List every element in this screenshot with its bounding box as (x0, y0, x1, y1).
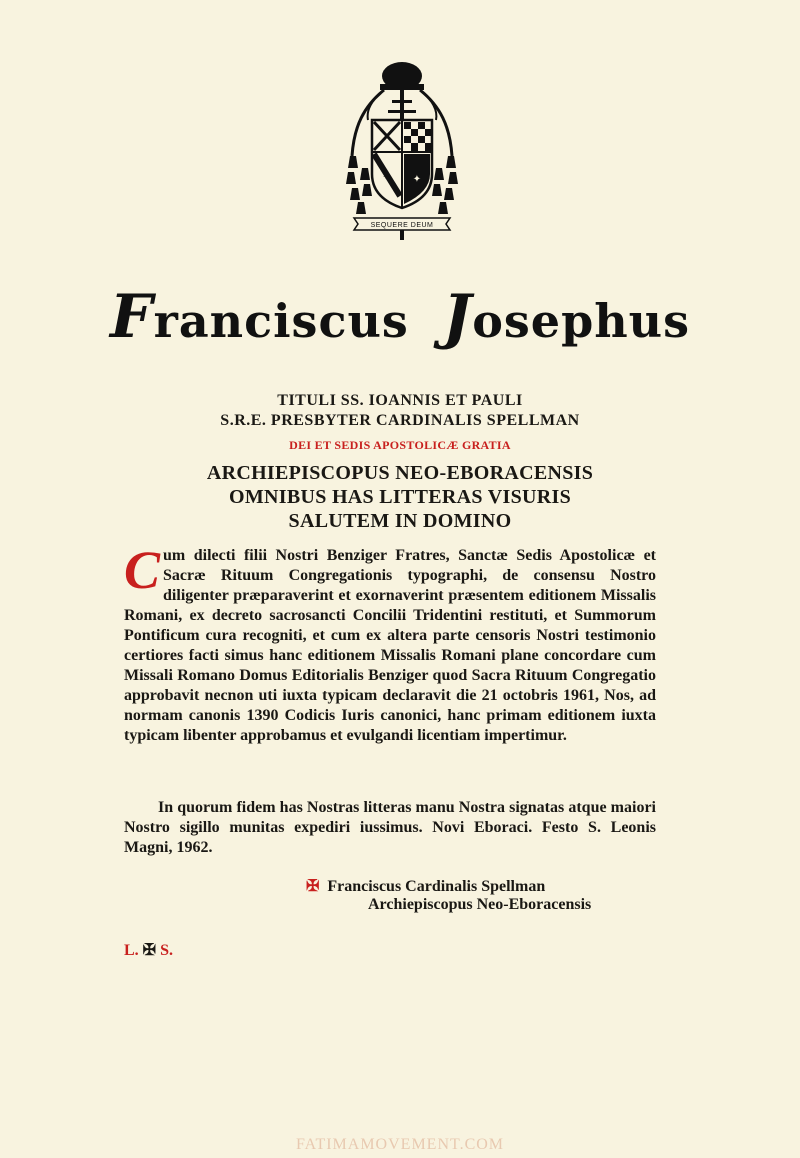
signature-line (306, 876, 545, 896)
decree-paragraph-2: In quorum fidem has Nostras litteras manu Nostra signatas atque maiori Nostro sigillo munitas expediri iussimus. Novi Eboraci. Festo S. Leonis Magni, 1962. (124, 799, 656, 856)
page-title (0, 282, 800, 352)
red-cross-icon: ✠ (306, 878, 320, 895)
svg-text:+: + (383, 172, 389, 183)
paragraph-1-text: um dilecti filii Nostri Benziger Fratres, Sanctæ Sedis Apostolicæ et Sacræ Rituum Congregationis typographi, de consensu Nostro diligenter præparaverint et exornaverint præsentem editionem Missalis Romani, ex decreto sacrosancti Concilii Tridentini restituti, et Summorum Pontificum cura recogniti, et cum ex altera parte censoris Nostri testimonio certiores facti simus hanc editionem Missalis Romani plane concordare cum Missali Romano Domus Editorialis Benziger quod Sacra Rituum Congregatio approbavit necnon uti iuxta typicam declaravit die 21 octobris 1961, Nos, ad normam canonis 1390 Codicis Iuris canonici, hanc primam editionem iuxta typicam libenter approbamus et evulgandi licentiam impertimur. (124, 547, 656, 744)
header-line-3: DEI ET SEDIS APOSTOLICÆ GRATIA (289, 438, 511, 452)
title-rest-franciscus: ranciscus (153, 294, 409, 348)
locus-sigilli (124, 940, 173, 960)
header-line-2: S.R.E. PRESBYTER CARDINALIS SPELLMAN (220, 412, 580, 429)
locus-l: L. (124, 942, 139, 959)
decree-paragraph-1 (124, 540, 656, 746)
drop-cap: C (124, 540, 161, 600)
signature-office: Archiepiscopus Neo-Eboracensis (368, 896, 592, 913)
header-line-6: SALUTEM IN DOMINO (288, 510, 512, 532)
title-initial-f: F (109, 282, 154, 352)
svg-text:✦: ✦ (412, 174, 422, 185)
watermark: FATIMAMOVEMENT.COM (295, 1136, 505, 1153)
motto-text: SEQUERE DEUM (370, 222, 434, 229)
title-rest-josephus: osephus (472, 294, 691, 348)
header-line-1: TITULI SS. IOANNIS ET PAULI (277, 392, 523, 409)
locus-s: S. (160, 942, 173, 959)
title-initial-j: J (442, 282, 473, 352)
seal-cross-icon: ✠ (142, 942, 157, 959)
header-line-4: ARCHIEPISCOPUS NEO-EBORACENSIS (206, 462, 594, 484)
cardinal-coat-of-arms-icon (344, 56, 460, 242)
signature-name: Franciscus Cardinalis Spellman (327, 878, 546, 895)
header-line-5: OMNIBUS HAS LITTERAS VISURIS (228, 486, 572, 508)
